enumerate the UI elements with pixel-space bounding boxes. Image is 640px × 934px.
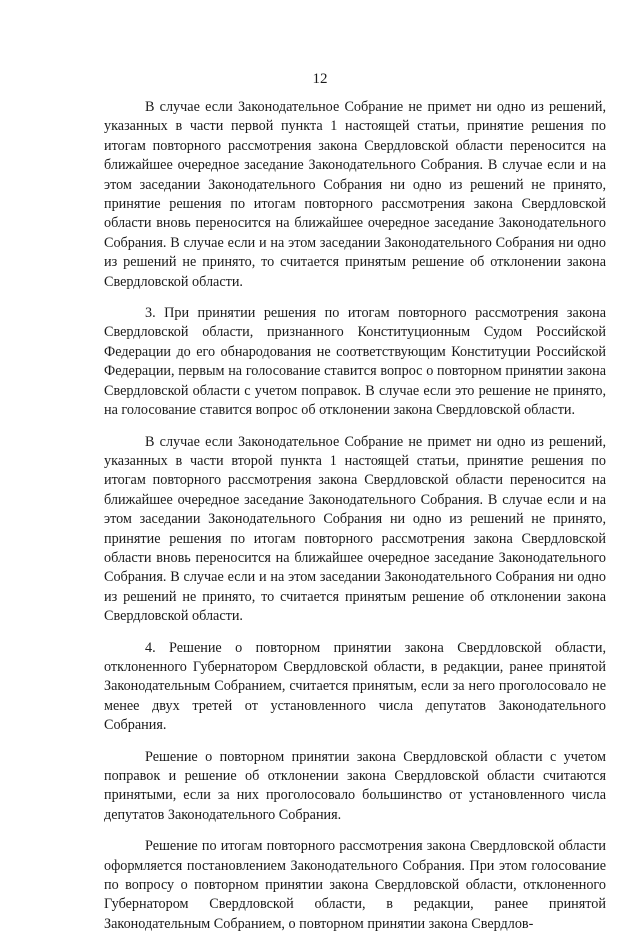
page-number: 12 xyxy=(312,71,328,87)
paragraph-3: В случае если Законодательное Собрание не примет ни одно из решений, указанных в части второй пункта 1 настоящей статьи, принятие решения по итогам повторного рассмотрения закона Свердловской области переносится на ближайшее очередное заседание Законодательного Собрания. В случае если и на этом заседании Законодательного Собрания ни одно из решений не принято, принятие решения по итогам повторного рассмотрения закона Свердловской области вновь переносится на ближайшее очередное заседание Законодательного Собрания. В случае если и на этом заседании Законодательного Собрания ни одно из решений не принято, то считается принятым решение об отклонении закона Свердловской области. xyxy=(104,433,606,625)
paragraph-5: Решение о повторном принятии закона Свердловской области с учетом поправок и решение об отклонении закона Свердловской области считаются принятыми, если за них проголосовало большинство от установленного числа депутатов Законодательного Собрания. xyxy=(104,748,606,823)
paragraph-4: 4. Решение о повторном принятии закона Свердловской области, отклоненного Губернатором Свердловской области, в редакции, ранее принятой Законодательным Собранием, считается принятым, если за него проголосовало не менее двух третей от установленного числа депутатов Законодательного Собрания. xyxy=(104,639,606,734)
paragraph-2: 3. При принятии решения по итогам повторного рассмотрения закона Свердловской области, признанного Конституционным Судом Российской Федерации до его обнародования не соответствующим Конституции Российской Федерации, первым на голосование ставится вопрос о повторном принятии закона Свердловской области с учетом поправок. В случае если это решение не принято, на голосование ставится вопрос об отклонении закона Свердловской области. xyxy=(104,305,606,419)
paragraph-6: Решение по итогам повторного рассмотрения закона Свердловской области оформляется постановлением Законодательного Собрания. При этом голосование по вопросу о повторном принятии закона Свердловской области, отклоненного Губернатором Свердловской области, в редакции, ранее принятой Законодательным Собранием, о повторном принятии закона Свердлов- xyxy=(104,838,606,932)
document-body xyxy=(104,98,606,934)
paragraph-1: В случае если Законодательное Собрание не примет ни одно из решений, указанных в части первой пункта 1 настоящей статьи, принятие решения по итогам повторного рассмотрения закона Свердловской области переносится на ближайшее очередное заседание Законодательного Собрания. В случае если и на этом заседании Законодательного Собрания ни одно из решений не принято, принятие решения по итогам повторного рассмотрения закона Свердловской области вновь переносится на ближайшее очередное заседание Законодательного Собрания. В случае если и на этом заседании Законодательного Собрания ни одно из решений не принято, то считается принятым решение об отклонении закона Свердловской области. xyxy=(104,99,606,290)
